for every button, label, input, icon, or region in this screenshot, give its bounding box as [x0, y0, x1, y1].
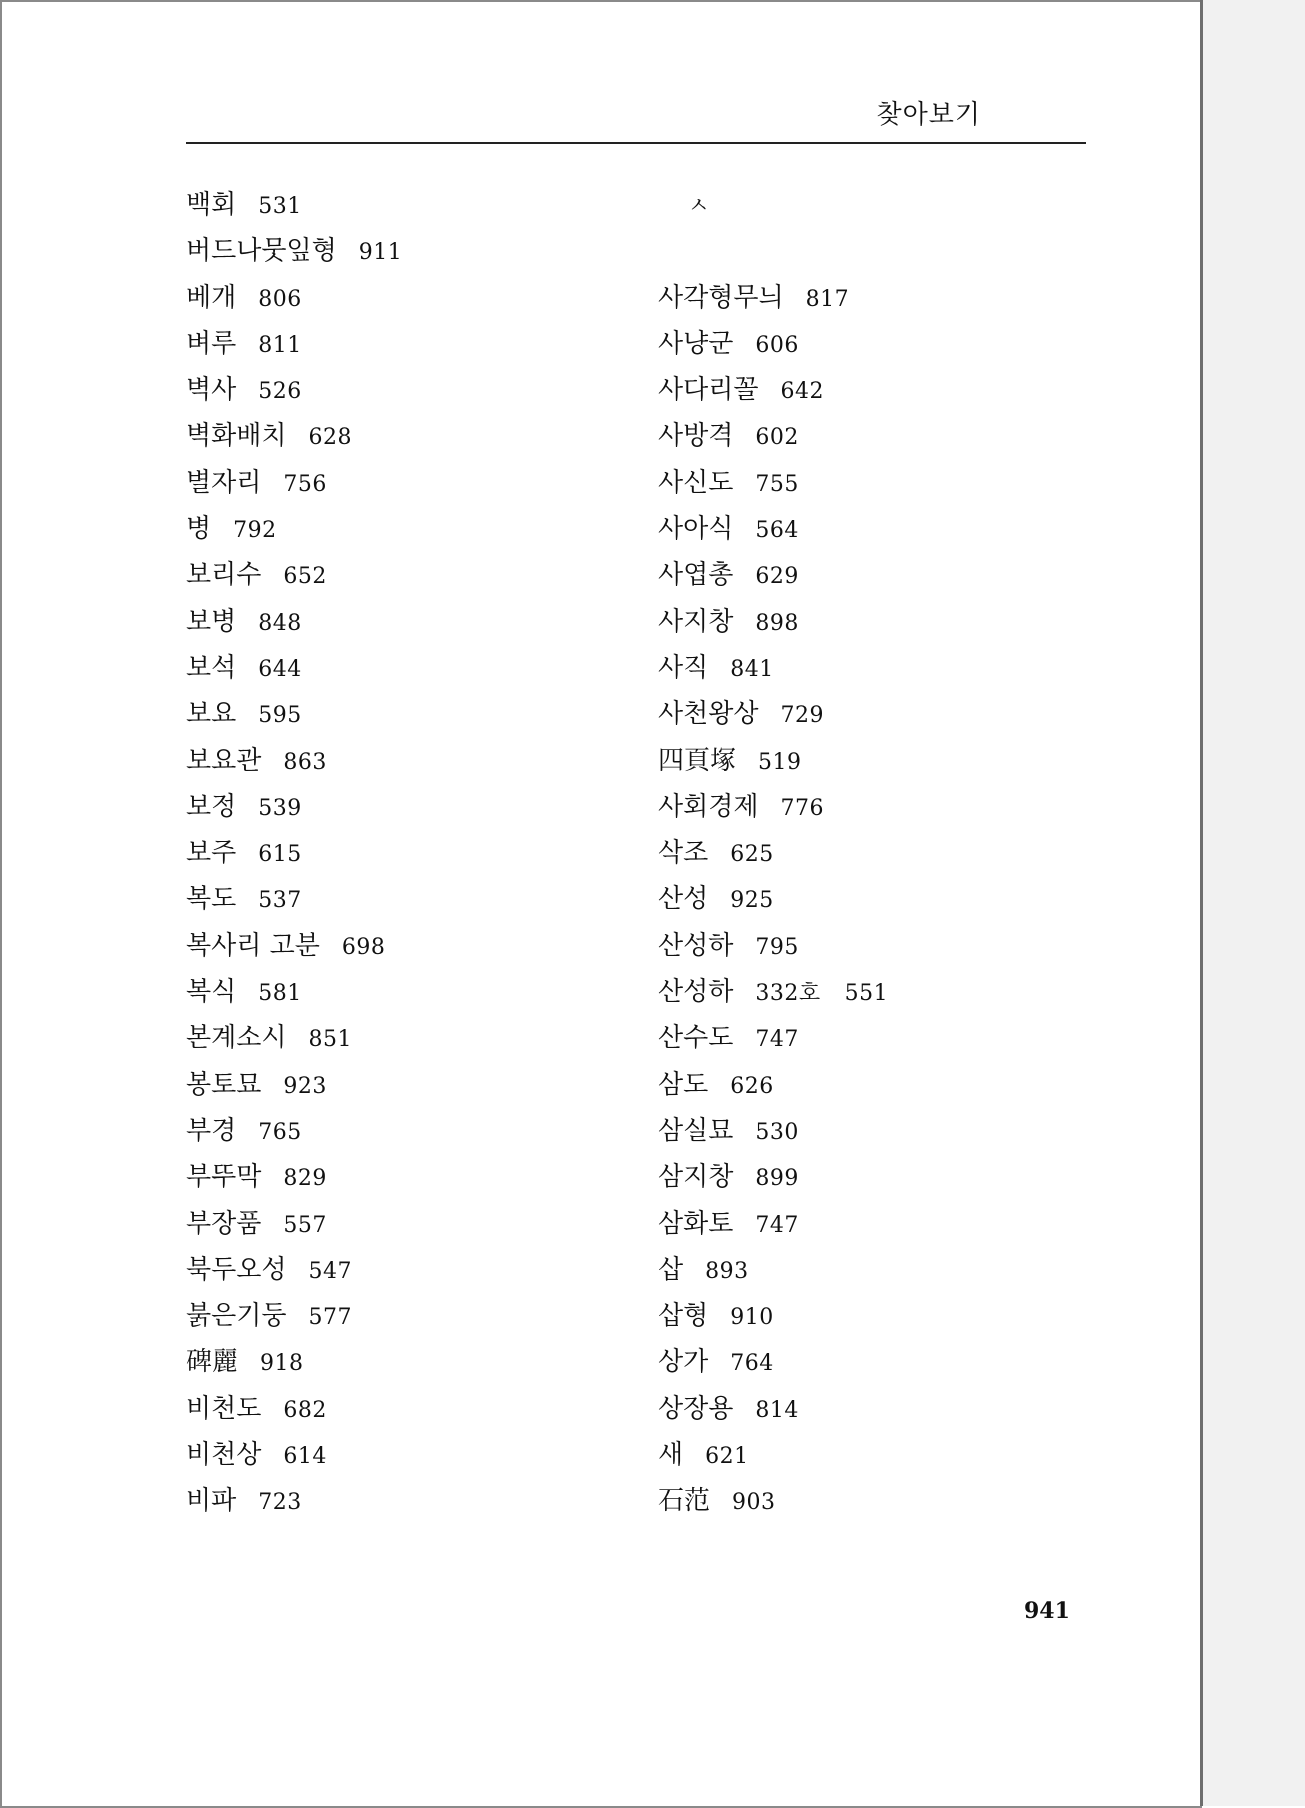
- index-entry: [658, 691, 888, 737]
- index-term: 별자리: [186, 467, 262, 498]
- index-term: 보정: [186, 791, 237, 822]
- index-term: 삼지창: [658, 1162, 734, 1193]
- section-heading: [658, 182, 888, 228]
- index-entry: [186, 923, 402, 969]
- index-entry: [658, 275, 888, 321]
- index-term: 四頁塚: [658, 745, 737, 776]
- index-entry: [186, 1201, 402, 1247]
- index-page-number: 547: [308, 1258, 352, 1284]
- index-page-number: 729: [780, 703, 824, 729]
- index-page-number: 829: [283, 1166, 327, 1192]
- index-term: 보요관: [186, 745, 262, 776]
- index-page-number: 629: [755, 564, 799, 590]
- index-page-number: 530: [755, 1119, 799, 1145]
- index-page-number: 756: [283, 471, 327, 497]
- index-entry: [186, 413, 402, 459]
- index-entry: [186, 1432, 402, 1478]
- index-term: 사직: [658, 652, 709, 683]
- index-term: 石范: [658, 1486, 711, 1517]
- running-head: 찾아보기: [876, 100, 981, 130]
- index-term: 사방격: [658, 421, 734, 452]
- index-entry: [658, 506, 888, 552]
- index-term: 사회경제: [658, 791, 759, 822]
- index-entry: [186, 1339, 402, 1385]
- index-entry: [658, 1015, 888, 1061]
- index-column-right: [658, 182, 888, 1525]
- index-page-number: 539: [258, 795, 302, 821]
- index-entry: [658, 460, 888, 506]
- index-entry: [658, 1386, 888, 1432]
- index-entry: [658, 876, 888, 922]
- index-page-number: 628: [308, 425, 352, 451]
- index-entry: [658, 1339, 888, 1385]
- index-entry: [658, 1201, 888, 1247]
- index-page-number: 898: [755, 610, 799, 636]
- index-entry: [658, 645, 888, 691]
- index-page-number: 621: [705, 1444, 749, 1470]
- index-term: 벽사: [186, 375, 237, 406]
- page-number: 941: [1024, 1598, 1070, 1624]
- index-entry: [186, 321, 402, 367]
- index-term: 사신도: [658, 467, 734, 498]
- index-term: 벽화배치: [186, 421, 287, 452]
- index-term: 비천상: [186, 1440, 262, 1471]
- index-entry: [186, 599, 402, 645]
- index-page-number: 893: [705, 1258, 749, 1284]
- index-entry: [186, 552, 402, 598]
- index-column-left: [186, 182, 402, 1525]
- index-page-number: 531: [258, 194, 302, 219]
- index-page-number: 776: [780, 795, 824, 821]
- index-entry: [186, 784, 402, 830]
- index-entry: [186, 182, 402, 228]
- index-term: 사지창: [658, 606, 734, 637]
- index-term: 부경: [186, 1115, 237, 1146]
- index-term: 상가: [658, 1347, 709, 1378]
- index-term: 보병: [186, 606, 237, 637]
- index-term: 사다리꼴: [658, 375, 759, 406]
- index-page-number: 557: [283, 1212, 327, 1238]
- index-page-number: 625: [730, 842, 774, 868]
- index-entry: [186, 830, 402, 876]
- index-entry: [658, 599, 888, 645]
- index-page-number: 652: [283, 564, 327, 590]
- index-entry: [186, 367, 402, 413]
- index-term: 보요: [186, 699, 237, 730]
- index-entry: [658, 1293, 888, 1339]
- index-term: 부뚜막: [186, 1162, 262, 1193]
- index-entry: [658, 1154, 888, 1200]
- index-page-number: 577: [308, 1305, 352, 1331]
- index-page-number: 581: [258, 981, 302, 1007]
- index-page-number: 765: [258, 1119, 302, 1145]
- index-page-number: 806: [258, 286, 302, 312]
- index-entry: [186, 691, 402, 737]
- index-page-number: 537: [258, 888, 302, 914]
- index-entry: [186, 275, 402, 321]
- index-term: 사각형무늬: [658, 282, 784, 313]
- index-term: 삽: [658, 1254, 684, 1285]
- index-entry: [658, 969, 888, 1015]
- index-page-number: 747: [755, 1027, 799, 1053]
- index-term: 碑麗: [186, 1347, 239, 1378]
- index-page-number: 863: [283, 749, 327, 775]
- index-page-number: 925: [730, 888, 774, 914]
- index-page-number: 642: [780, 379, 824, 405]
- index-term: 보석: [186, 652, 237, 683]
- index-page-number: 911: [358, 240, 403, 266]
- index-entry: [658, 738, 888, 784]
- index-page-number: 698: [341, 934, 386, 960]
- index-page-number: 626: [730, 1073, 774, 1099]
- index-page-number: 615: [258, 842, 302, 868]
- index-entry: [186, 1108, 402, 1154]
- index-page-number: 747: [755, 1212, 799, 1238]
- index-term: 사엽총: [658, 560, 734, 591]
- index-entry: [658, 784, 888, 830]
- index-term: 벼루: [186, 328, 237, 359]
- index-entry: [658, 321, 888, 367]
- index-term: 사냥군: [658, 328, 734, 359]
- index-page-number: 682: [283, 1397, 327, 1423]
- index-term: 본계소시: [186, 1023, 287, 1054]
- index-term: 사아식: [658, 514, 734, 545]
- index-entry: [186, 1478, 402, 1524]
- index-page-number: 595: [258, 703, 302, 729]
- index-entry: [658, 1432, 888, 1478]
- index-term: 산성하: [658, 930, 734, 961]
- section-spacer: [658, 228, 888, 274]
- index-page-number: 551: [844, 981, 889, 1007]
- index-entry: [186, 738, 402, 784]
- index-term: 복식: [186, 977, 237, 1008]
- index-term: 보주: [186, 838, 237, 869]
- index-entry: [186, 1247, 402, 1293]
- index-term: 삽형: [658, 1301, 709, 1332]
- index-page-number: 899: [755, 1166, 799, 1192]
- index-page-number: 519: [758, 749, 802, 775]
- index-entry: [186, 1293, 402, 1339]
- section-letter: ㅅ: [688, 194, 710, 219]
- index-page-number: 851: [308, 1027, 352, 1053]
- index-page-number: 910: [730, 1305, 774, 1331]
- index-page-number: 723: [258, 1490, 302, 1516]
- scan-margin: [1203, 0, 1305, 1806]
- index-term: 베개: [186, 282, 237, 313]
- index-entry: [658, 1478, 888, 1524]
- index-term: 백회: [186, 190, 237, 220]
- index-term: 붉은기둥: [186, 1301, 287, 1332]
- index-page-number: 848: [258, 610, 302, 636]
- index-entry: [186, 1154, 402, 1200]
- index-term: 삼화토: [658, 1208, 734, 1239]
- index-term: 버드나뭇잎형: [186, 236, 337, 267]
- index-term: 복도: [186, 884, 237, 915]
- index-page-number: 792: [233, 518, 277, 544]
- index-page-number: 332호: [755, 981, 821, 1007]
- index-term: 봉토묘: [186, 1069, 262, 1100]
- index-term: 부장품: [186, 1208, 262, 1239]
- index-page-number: 644: [258, 656, 302, 682]
- index-page-number: 755: [755, 471, 799, 497]
- index-page-number: 918: [260, 1351, 304, 1377]
- index-page-number: 841: [730, 656, 774, 682]
- index-entry: [186, 645, 402, 691]
- index-page-number: 795: [755, 934, 799, 960]
- index-term: 비천도: [186, 1393, 262, 1424]
- index-entry: [658, 552, 888, 598]
- index-term: 복사리 고분: [186, 930, 320, 961]
- index-term: 삼도: [658, 1069, 709, 1100]
- index-page-number: 814: [755, 1397, 799, 1423]
- index-entry: [186, 1062, 402, 1108]
- index-term: 북두오성: [186, 1254, 287, 1285]
- index-term: 산성: [658, 884, 709, 915]
- index-term: 산수도: [658, 1023, 734, 1054]
- index-entry: [186, 969, 402, 1015]
- index-page-number: 602: [755, 425, 799, 451]
- index-term: 상장용: [658, 1393, 734, 1424]
- index-entry: [658, 1108, 888, 1154]
- index-term: 새: [658, 1440, 684, 1471]
- index-entry: [186, 1386, 402, 1432]
- index-entry: [186, 228, 402, 274]
- index-page-number: 564: [755, 518, 799, 544]
- index-term: 산성하: [658, 977, 734, 1008]
- index-entry: [658, 413, 888, 459]
- index-entry: [658, 830, 888, 876]
- index-term: 사천왕상: [658, 699, 759, 730]
- index-term: 비파: [186, 1486, 237, 1517]
- index-entry: [658, 923, 888, 969]
- index-page-number: 606: [755, 332, 799, 358]
- index-entry: [186, 1015, 402, 1061]
- index-term: 보리수: [186, 560, 262, 591]
- index-page-number: 903: [732, 1490, 776, 1516]
- index-term: 병: [186, 514, 212, 545]
- index-entry: [658, 367, 888, 413]
- index-page-number: 764: [730, 1351, 774, 1377]
- index-page-number: 817: [805, 286, 850, 312]
- index-entry: [186, 876, 402, 922]
- index-page-number: 811: [258, 332, 302, 358]
- index-page-number: 614: [283, 1444, 327, 1470]
- index-entry: [186, 460, 402, 506]
- index-term: 삼실묘: [658, 1115, 734, 1146]
- index-page-number: 526: [258, 379, 302, 405]
- index-page-number: 923: [283, 1073, 327, 1099]
- index-entry: [658, 1247, 888, 1293]
- header-rule: [186, 142, 1086, 144]
- index-term: 삭조: [658, 838, 709, 869]
- index-entry: [186, 506, 402, 552]
- index-entry: [658, 1062, 888, 1108]
